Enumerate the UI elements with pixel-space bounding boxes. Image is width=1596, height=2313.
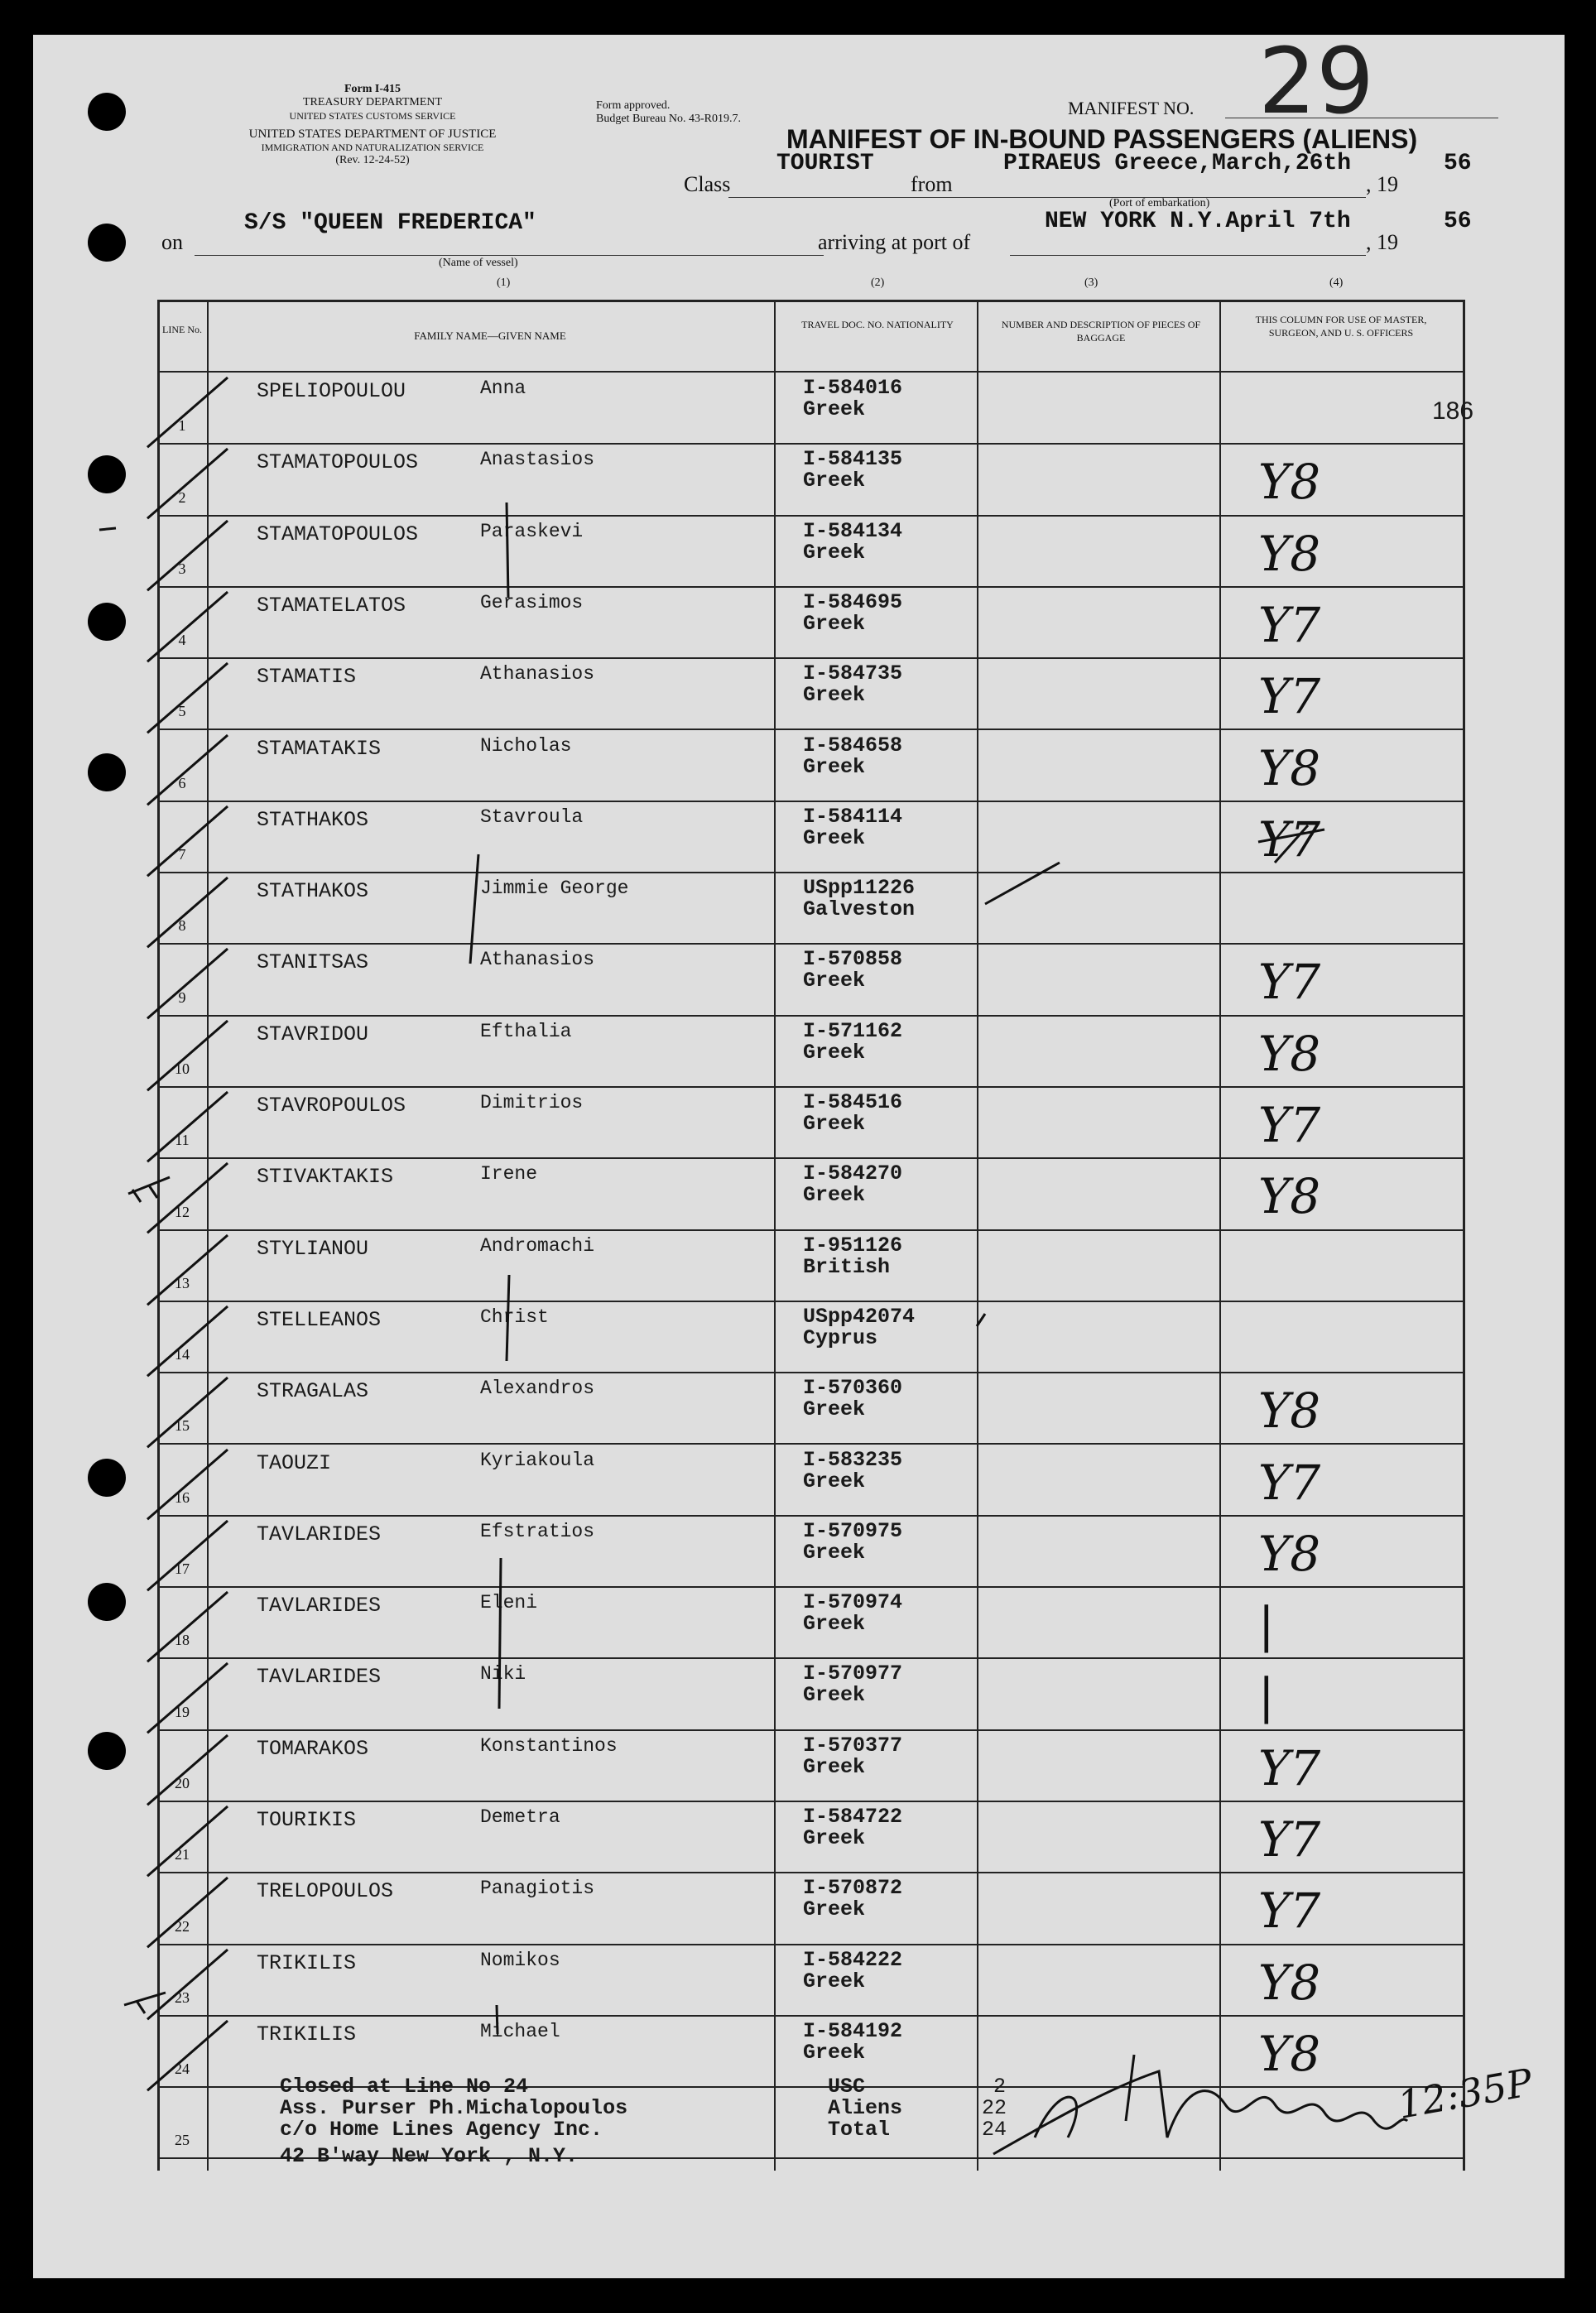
nationality: Greek	[803, 1897, 866, 1922]
treasury-dept: TREASURY DEPARTMENT	[302, 96, 443, 108]
line-number: 4	[178, 632, 186, 649]
hdr-baggage: NUMBER AND DESCRIPTION OF PIECES OF BAGGAGE	[1001, 319, 1201, 344]
line-number: 3	[178, 560, 186, 577]
family-name: TRIKILIS	[257, 2022, 357, 2046]
line-number: 17	[175, 1560, 190, 1578]
line-number: 23	[175, 1988, 190, 2006]
line-14-tick	[977, 1314, 985, 1326]
arriving-value: NEW YORK N.Y.April 7th	[1045, 209, 1351, 234]
given-name: Jimmie George	[480, 878, 629, 900]
manifest-title: MANIFEST OF IN-BOUND PASSENGERS (ALIENS)	[786, 124, 1418, 154]
officer-note: Y8	[1258, 1168, 1321, 1225]
nationality: Greek	[803, 683, 866, 708]
officer-note: Y7	[1258, 954, 1321, 1011]
travel-doc-no: I-584135	[803, 447, 903, 472]
travel-doc-no: USpp42074	[803, 1304, 916, 1329]
family-name: TOMARAKOS	[257, 1736, 369, 1761]
family-name: STRAGALAS	[257, 1379, 369, 1404]
line-number: 24	[175, 2061, 190, 2078]
nationality: Greek	[803, 825, 866, 850]
given-name: Demetra	[480, 1806, 560, 1828]
officer-note: Y8	[1258, 2025, 1321, 2082]
nationality: Galveston	[803, 897, 916, 922]
officer-note: Y7	[1258, 810, 1321, 868]
given-name: Christ	[480, 1306, 549, 1328]
family-name: TAVLARIDES	[257, 1665, 382, 1690]
class-label: Class	[684, 172, 731, 196]
bracket-7-8	[470, 854, 478, 964]
line-number: 5	[178, 703, 186, 720]
officer-note: Y7	[1258, 1883, 1321, 1940]
family-name: STATHAKOS	[257, 807, 369, 832]
given-name: Athanasios	[480, 949, 595, 971]
total-all-label: Total	[828, 2118, 891, 2142]
travel-doc-no: I-584516	[803, 1090, 903, 1114]
family-name: STELLEANOS	[257, 1307, 382, 1332]
given-name: Gerasimos	[480, 591, 584, 613]
col-num-3: (3)	[1084, 277, 1098, 289]
nationality: Greek	[803, 1683, 866, 1708]
line-number: 10	[175, 1060, 190, 1077]
nationality: Greek	[803, 754, 866, 779]
travel-doc-no: I-584114	[803, 804, 903, 829]
line-number: 22	[175, 1917, 190, 1935]
total-aliens-label: Aliens	[828, 2096, 903, 2120]
line-number: 18	[175, 1632, 190, 1649]
total-all-value: 24	[982, 2118, 1007, 2142]
hdr-travel-doc: TRAVEL DOC. NO. NATIONALITY	[801, 319, 954, 330]
line-7-cross	[1258, 825, 1324, 863]
officer-note: Y7	[1258, 668, 1321, 725]
given-name: Nomikos	[480, 1949, 560, 1971]
given-name: Andromachi	[480, 1234, 595, 1257]
line-number: 8	[178, 917, 186, 935]
travel-doc-no: I-584695	[803, 589, 903, 614]
officer-note: Y8	[1258, 454, 1321, 511]
bracket-17-19	[499, 1558, 501, 1709]
approved-text: Form approved.	[596, 99, 671, 112]
officer-note: Y8	[1258, 1525, 1321, 1582]
line-number: 12	[175, 1203, 190, 1220]
nationality: Greek	[803, 1183, 866, 1208]
justice-dept: UNITED STATES DEPARTMENT OF JUSTICE	[248, 127, 497, 141]
given-name: Nicholas	[480, 734, 572, 757]
line-number: 25	[175, 2132, 190, 2149]
family-name: STAMATIS	[257, 665, 357, 690]
line-number: 1	[178, 417, 186, 435]
given-name: Paraskevi	[480, 520, 584, 542]
nationality: Greek	[803, 540, 866, 565]
family-name: STIVAKTAKIS	[257, 1165, 394, 1190]
margin-mark-11	[128, 1177, 170, 1202]
bracket-24	[497, 2005, 498, 2034]
nationality: Greek	[803, 469, 866, 493]
line-number: 2	[178, 488, 186, 506]
nationality: Greek	[803, 1754, 866, 1779]
customs-service: UNITED STATES CUSTOMS SERVICE	[289, 110, 456, 122]
family-name: STYLIANOU	[257, 1236, 369, 1261]
family-name: STANITSAS	[257, 950, 369, 975]
total-usc-value: 2	[993, 2075, 1007, 2099]
travel-doc-no: I-571162	[803, 1018, 903, 1043]
nationality: Greek	[803, 1397, 866, 1422]
line-number: 7	[178, 846, 186, 863]
given-name: Panagiotis	[480, 1878, 595, 1900]
nationality: Greek	[803, 2040, 866, 2065]
line-number: 15	[175, 1417, 190, 1435]
nationality: Cyprus	[803, 1325, 878, 1350]
officer-note: Y8	[1258, 1954, 1321, 2011]
col-num-2: (2)	[871, 277, 885, 289]
nationality: Greek	[803, 1969, 866, 1993]
given-name: Konstantinos	[480, 1734, 618, 1757]
travel-doc-no: I-584134	[803, 518, 903, 543]
budget-text: Budget Bureau No. 43-R019.7.	[596, 113, 741, 125]
family-name: TRELOPOULOS	[257, 1879, 394, 1904]
travel-doc-no: I-570377	[803, 1733, 903, 1758]
travel-doc-no: I-584658	[803, 733, 903, 757]
officer-note: Y7	[1258, 1739, 1321, 1796]
line-number: 14	[175, 1346, 190, 1363]
from-value: PIRAEUS Greece,March,26th	[1003, 151, 1352, 176]
officer-note: Y8	[1258, 739, 1321, 796]
line-number: 6	[178, 774, 186, 791]
travel-doc-no: I-951126	[803, 1233, 903, 1257]
given-name: Anastasios	[480, 449, 595, 471]
given-name: Niki	[480, 1663, 526, 1685]
time-note: 12:35P	[1394, 2060, 1536, 2128]
nationality: British	[803, 1254, 891, 1279]
closing-line-4: 42 B'way New York , N.Y.	[280, 2144, 579, 2168]
given-name: Alexandros	[480, 1378, 595, 1400]
hdr-line-no: LINE No.	[162, 324, 202, 335]
given-name: Efstratios	[480, 1520, 595, 1542]
family-name: TAOUZI	[257, 1450, 332, 1475]
dash-left-2	[99, 528, 116, 530]
family-name: TAVLARIDES	[257, 1594, 382, 1618]
travel-doc-no: I-584735	[803, 661, 903, 686]
travel-doc-no: I-583235	[803, 1447, 903, 1472]
total-aliens-value: 22	[982, 2096, 1007, 2120]
officer-note: Y7	[1258, 1811, 1321, 1868]
travel-doc-no: I-584016	[803, 376, 903, 400]
officer-note: Y7	[1258, 1097, 1321, 1153]
line-number: 13	[175, 1274, 190, 1291]
col-num-4: (4)	[1329, 277, 1344, 289]
handwritten-marks	[33, 35, 1565, 2278]
nationality: Greek	[803, 1612, 866, 1637]
family-name: SPELIOPOULOU	[257, 379, 406, 403]
year-prefix-1: , 19	[1366, 172, 1398, 196]
travel-doc-no: I-584270	[803, 1161, 903, 1186]
given-name: Stavroula	[480, 805, 584, 828]
given-name: Kyriakoula	[480, 1449, 595, 1471]
officer-note: Y7	[1258, 1454, 1321, 1511]
officer-signature	[993, 2055, 1407, 2154]
travel-doc-no: USpp11226	[803, 876, 916, 901]
family-name: TRIKILIS	[257, 1950, 357, 1975]
given-name: Eleni	[480, 1592, 538, 1614]
given-name: Anna	[480, 377, 526, 399]
total-usc-label: USC	[828, 2075, 866, 2099]
bracket-13-14	[507, 1275, 509, 1361]
family-name: TAVLARIDES	[257, 1522, 382, 1546]
nationality: Greek	[803, 1540, 866, 1565]
line-number: 19	[175, 1703, 190, 1720]
nationality: Greek	[803, 611, 866, 636]
nationality: Greek	[803, 969, 866, 993]
travel-doc-no: I-570974	[803, 1590, 903, 1615]
nationality: Greek	[803, 1112, 866, 1136]
officer-note: Y8	[1258, 525, 1321, 582]
margin-mark-23	[124, 1993, 166, 2013]
col-num-1: (1)	[497, 277, 511, 289]
manifest-page	[33, 28, 1565, 2278]
family-name: STAMATELATOS	[257, 593, 406, 618]
nationality: Greek	[803, 397, 866, 421]
on-label: on	[161, 230, 183, 254]
officer-note: Y8	[1258, 1383, 1321, 1440]
family-name: STATHAKOS	[257, 879, 369, 904]
family-name: STAMATOPOULOS	[257, 450, 419, 475]
officer-note: |	[1258, 1597, 1275, 1654]
family-name: STAVRIDOU	[257, 1022, 369, 1046]
line-number: 20	[175, 1774, 190, 1791]
family-name: STAVROPOULOS	[257, 1094, 406, 1118]
line-number: 16	[175, 1488, 190, 1506]
closing-line-3: c/o Home Lines Agency Inc.	[280, 2118, 603, 2142]
line-number: 9	[178, 988, 186, 1006]
travel-doc-no: I-570975	[803, 1518, 903, 1543]
year-prefix-2: , 19	[1366, 230, 1398, 254]
nationality: Greek	[803, 1469, 866, 1493]
vessel-value: S/S "QUEEN FREDERICA"	[244, 210, 536, 236]
given-name: Irene	[480, 1163, 538, 1185]
year-2: 56	[1444, 209, 1472, 234]
arriving-label: arriving at port of	[818, 230, 971, 254]
from-label: from	[911, 172, 953, 196]
travel-doc-no: I-584192	[803, 2018, 903, 2043]
family-name: TOURIKIS	[257, 1808, 357, 1832]
line-8-slash	[985, 863, 1060, 904]
manifest-no-label: MANIFEST NO.	[1068, 98, 1195, 118]
nationality: Greek	[803, 1826, 866, 1850]
given-name: Efthalia	[480, 1020, 572, 1042]
officer-note: Y7	[1258, 596, 1321, 653]
port-embark-label: (Port of embarkation)	[1109, 197, 1210, 209]
hdr-officers: THIS COLUMN FOR USE OF MASTER, SURGEON, AND U. S. OFFICERS	[1255, 314, 1427, 339]
officer-note: Y8	[1258, 1025, 1321, 1082]
closing-line-1: Closed at Line No 24	[280, 2075, 529, 2099]
given-name: Athanasios	[480, 663, 595, 685]
closing-line-2: Ass. Purser Ph.Michalopoulos	[280, 2096, 628, 2120]
bracket-2-3	[507, 503, 508, 598]
ins: IMMIGRATION AND NATURALIZATION SERVICE	[261, 142, 484, 153]
year-1: 56	[1444, 151, 1472, 176]
travel-doc-no: I-584722	[803, 1805, 903, 1829]
travel-doc-no: I-584222	[803, 1947, 903, 1972]
hdr-name: FAMILY NAME—GIVEN NAME	[414, 329, 566, 342]
family-name: STAMATAKIS	[257, 736, 382, 761]
class-value: TOURIST	[776, 151, 874, 176]
nationality: Greek	[803, 1040, 866, 1065]
vessel-label: (Name of vessel)	[439, 257, 518, 269]
revision: (Rev. 12-24-52)	[335, 154, 410, 166]
travel-doc-no: I-570858	[803, 947, 903, 972]
travel-doc-no: I-570977	[803, 1661, 903, 1686]
family-name: STAMATOPOULOS	[257, 522, 419, 546]
travel-doc-no: I-570360	[803, 1376, 903, 1401]
officer-note: 186	[1432, 397, 1474, 425]
officer-note: |	[1258, 1668, 1275, 1725]
form-number: Form I-415	[344, 83, 401, 95]
given-name: Dimitrios	[480, 1092, 584, 1113]
line-number: 21	[175, 1846, 190, 1863]
line-number: 11	[175, 1132, 190, 1149]
travel-doc-no: I-570872	[803, 1876, 903, 1901]
manifest-no-value: 29	[1258, 28, 1374, 134]
given-name: Michael	[480, 2020, 560, 2042]
